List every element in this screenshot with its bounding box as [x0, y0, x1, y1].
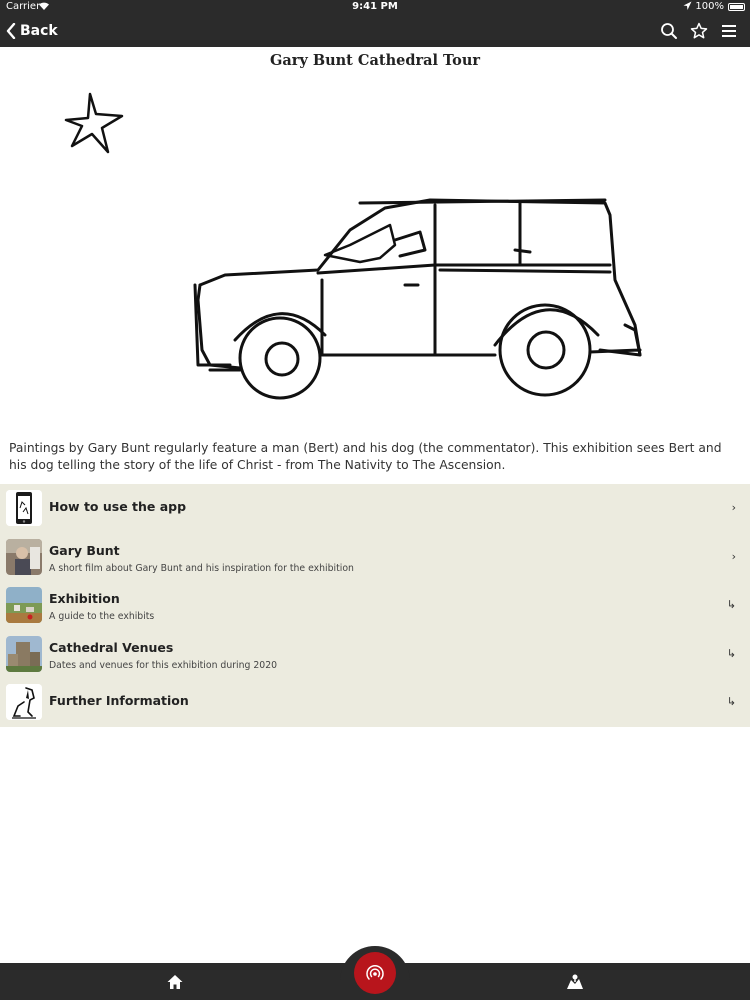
dog-thumbnail	[6, 684, 42, 720]
menu-icon[interactable]	[720, 22, 738, 40]
navigation-bar	[0, 15, 750, 47]
menu-item-cathedral-venues[interactable]	[0, 630, 750, 679]
chevron-right-icon: ›	[731, 549, 736, 563]
menu-item-title: Exhibition	[49, 591, 120, 606]
nav-actions	[660, 22, 738, 40]
map-icon[interactable]	[565, 972, 585, 992]
menu-item-exhibition[interactable]	[0, 581, 750, 630]
menu-item-title: Cathedral Venues	[49, 639, 174, 655]
car-illustration	[50, 80, 700, 425]
menu-item-subtitle: A short film about Gary Bunt and his inspiration for the exhibition	[49, 562, 354, 574]
beacon-icon	[365, 963, 385, 983]
home-icon[interactable]	[166, 973, 184, 991]
return-arrow-icon: ↳	[726, 695, 736, 708]
menu-item-title: How to use the app	[49, 499, 187, 514]
menu-item-title: Further Information	[49, 693, 189, 708]
menu-item-subtitle: A guide to the exhibits	[49, 611, 155, 622]
phone-icon	[6, 490, 42, 526]
carrier-label: Carrier	[6, 1, 41, 12]
beacon-button[interactable]	[354, 952, 396, 994]
exhibition-thumbnail	[6, 587, 42, 623]
battery-percent: 100%	[695, 1, 724, 12]
menu-item-how-to-use[interactable]	[0, 484, 750, 533]
battery-icon	[728, 3, 745, 11]
page-title: Gary Bunt Cathedral Tour	[269, 52, 481, 69]
chevron-left-icon	[6, 23, 16, 39]
return-arrow-icon: ↳	[726, 646, 736, 660]
location-arrow-icon	[683, 1, 692, 14]
search-icon[interactable]	[660, 22, 678, 40]
star-icon[interactable]	[690, 22, 708, 40]
status-time: 9:41 PM	[352, 1, 398, 12]
menu-list	[0, 484, 750, 727]
back-button[interactable]	[6, 21, 58, 41]
intro-text: Paintings by Gary Bunt regularly feature a man (Bert) and his dog (the commentator). This exhibition sees Bert and his dog telling the story of the life of Christ - from The Nativity to The Ascension.	[9, 441, 722, 472]
return-arrow-icon: ↳	[726, 598, 736, 611]
chevron-right-icon: ›	[731, 501, 736, 514]
menu-item-gary-bunt[interactable]	[0, 533, 750, 582]
menu-item-title: Gary Bunt	[49, 542, 120, 558]
status-bar	[0, 0, 750, 15]
back-label: Back	[20, 23, 58, 39]
cathedral-thumbnail	[6, 636, 42, 672]
menu-item-further-information[interactable]	[0, 678, 750, 727]
gary-bunt-thumbnail	[6, 539, 42, 575]
menu-item-subtitle: Dates and venues for this exhibition during 2020	[49, 659, 278, 671]
